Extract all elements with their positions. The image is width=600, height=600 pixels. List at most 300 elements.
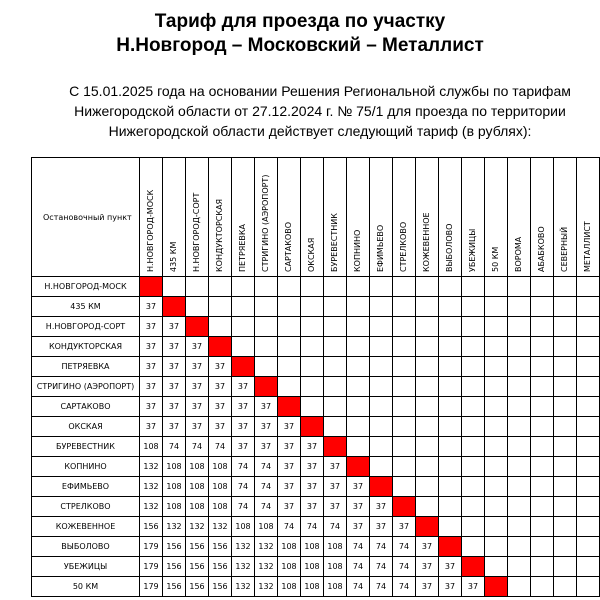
- fare-cell: 108: [163, 497, 186, 517]
- empty-cell: [416, 317, 439, 337]
- empty-cell: [485, 357, 508, 377]
- fare-cell: 37: [140, 297, 163, 317]
- column-header-label: САРТАКОВО: [284, 221, 293, 272]
- empty-cell: [416, 397, 439, 417]
- empty-cell: [554, 517, 577, 537]
- empty-cell: [462, 457, 485, 477]
- fare-cell: 156: [186, 557, 209, 577]
- empty-cell: [393, 477, 416, 497]
- fare-cell: 37: [163, 397, 186, 417]
- fare-cell: 37: [324, 457, 347, 477]
- empty-cell: [531, 417, 554, 437]
- column-header-label: КОПНИНО: [353, 229, 362, 272]
- empty-cell: [209, 277, 232, 297]
- fare-cell: 108: [140, 437, 163, 457]
- fare-cell: 108: [324, 577, 347, 597]
- fare-cell: 156: [209, 537, 232, 557]
- empty-cell: [278, 357, 301, 377]
- title-line-2: Н.Новгород – Московский – Металлист: [116, 35, 484, 56]
- empty-cell: [485, 457, 508, 477]
- empty-cell: [554, 577, 577, 597]
- intro-line-2: Нижегородской области от 27.12.2024 г. № 75/1 для проезда по территории: [74, 103, 566, 119]
- fare-cell: 37: [301, 457, 324, 477]
- empty-cell: [255, 297, 278, 317]
- empty-cell: [232, 317, 255, 337]
- column-header-label: БУРЕВЕСТНИК: [330, 213, 339, 272]
- empty-cell: [577, 297, 600, 317]
- empty-cell: [485, 297, 508, 317]
- fare-cell: 37: [140, 357, 163, 377]
- diagonal-cell: [186, 317, 209, 337]
- empty-cell: [232, 337, 255, 357]
- column-header: [554, 158, 577, 277]
- empty-cell: [255, 277, 278, 297]
- empty-cell: [439, 497, 462, 517]
- fare-cell: 37: [255, 397, 278, 417]
- empty-cell: [531, 537, 554, 557]
- empty-cell: [508, 337, 531, 357]
- fare-cell: 37: [416, 557, 439, 577]
- fare-cell: 108: [209, 497, 232, 517]
- empty-cell: [554, 457, 577, 477]
- row-station-label: СТРЕЛКОВО: [32, 497, 140, 517]
- empty-cell: [462, 317, 485, 337]
- empty-cell: [554, 537, 577, 557]
- fare-cell: 37: [209, 377, 232, 397]
- fare-cell: 108: [278, 577, 301, 597]
- fare-cell: 74: [393, 557, 416, 577]
- empty-cell: [485, 557, 508, 577]
- column-header: [324, 158, 347, 277]
- fare-cell: 37: [209, 397, 232, 417]
- empty-cell: [301, 277, 324, 297]
- empty-cell: [393, 317, 416, 337]
- fare-cell: 37: [186, 417, 209, 437]
- empty-cell: [324, 377, 347, 397]
- empty-cell: [531, 437, 554, 457]
- fare-cell: 132: [186, 517, 209, 537]
- empty-cell: [531, 377, 554, 397]
- tariff-body: [32, 277, 600, 597]
- fare-cell: 108: [186, 477, 209, 497]
- fare-cell: 108: [278, 557, 301, 577]
- column-header: [485, 158, 508, 277]
- empty-cell: [370, 437, 393, 457]
- empty-cell: [531, 277, 554, 297]
- empty-cell: [462, 397, 485, 417]
- fare-cell: 108: [324, 557, 347, 577]
- empty-cell: [324, 417, 347, 437]
- fare-cell: 108: [186, 457, 209, 477]
- empty-cell: [554, 497, 577, 517]
- fare-cell: 37: [140, 337, 163, 357]
- fare-cell: 37: [140, 417, 163, 437]
- fare-cell: 74: [393, 537, 416, 557]
- empty-cell: [439, 377, 462, 397]
- fare-cell: 74: [232, 477, 255, 497]
- intro-line-3: Нижегородской области действует следующий тариф (в рублях):: [108, 123, 532, 139]
- fare-cell: 74: [232, 457, 255, 477]
- empty-cell: [186, 297, 209, 317]
- fare-cell: 37: [347, 497, 370, 517]
- fare-cell: 37: [186, 377, 209, 397]
- empty-cell: [416, 457, 439, 477]
- empty-cell: [462, 537, 485, 557]
- empty-cell: [531, 497, 554, 517]
- empty-cell: [163, 277, 186, 297]
- empty-cell: [531, 557, 554, 577]
- empty-cell: [554, 477, 577, 497]
- empty-cell: [301, 337, 324, 357]
- fare-cell: 74: [347, 537, 370, 557]
- fare-cell: 132: [140, 477, 163, 497]
- fare-cell: 132: [140, 497, 163, 517]
- row-station-label: ОКСКАЯ: [32, 417, 140, 437]
- empty-cell: [439, 397, 462, 417]
- row-station-label: КОНДУКТОРСКАЯ: [32, 337, 140, 357]
- fare-cell: 37: [255, 437, 278, 457]
- empty-cell: [508, 477, 531, 497]
- empty-cell: [485, 417, 508, 437]
- fare-cell: 74: [347, 577, 370, 597]
- empty-cell: [577, 397, 600, 417]
- table-row: [32, 437, 600, 457]
- empty-cell: [508, 517, 531, 537]
- fare-cell: 37: [301, 477, 324, 497]
- fare-cell: 37: [163, 377, 186, 397]
- diagonal-cell: [462, 557, 485, 577]
- empty-cell: [554, 417, 577, 437]
- fare-cell: 37: [163, 417, 186, 437]
- empty-cell: [577, 417, 600, 437]
- empty-cell: [554, 277, 577, 297]
- fare-cell: 156: [186, 577, 209, 597]
- empty-cell: [508, 557, 531, 577]
- empty-cell: [347, 297, 370, 317]
- fare-cell: 37: [439, 577, 462, 597]
- column-header: [140, 158, 163, 277]
- fare-cell: 74: [209, 437, 232, 457]
- fare-cell: 37: [186, 337, 209, 357]
- empty-cell: [485, 277, 508, 297]
- empty-cell: [485, 537, 508, 557]
- empty-cell: [278, 317, 301, 337]
- empty-cell: [301, 357, 324, 377]
- column-header-label: Н.НОВГОРОД-МОСК: [146, 189, 155, 272]
- fare-cell: 37: [370, 517, 393, 537]
- diagonal-cell: [370, 477, 393, 497]
- fare-cell: 37: [209, 417, 232, 437]
- empty-cell: [347, 317, 370, 337]
- diagonal-cell: [209, 337, 232, 357]
- empty-cell: [439, 337, 462, 357]
- intro-paragraph: [40, 81, 600, 141]
- tariff-table: [31, 157, 600, 597]
- fare-cell: 108: [278, 537, 301, 557]
- empty-cell: [508, 437, 531, 457]
- fare-cell: 179: [140, 537, 163, 557]
- empty-cell: [554, 377, 577, 397]
- empty-cell: [485, 377, 508, 397]
- empty-cell: [485, 477, 508, 497]
- fare-cell: 74: [301, 517, 324, 537]
- empty-cell: [416, 277, 439, 297]
- column-header-label: СЕВЕРНЫЙ: [560, 226, 569, 272]
- empty-cell: [462, 297, 485, 317]
- empty-cell: [416, 297, 439, 317]
- table-row: [32, 537, 600, 557]
- fare-cell: 156: [163, 537, 186, 557]
- empty-cell: [485, 517, 508, 537]
- fare-cell: 74: [370, 537, 393, 557]
- column-header: [439, 158, 462, 277]
- empty-cell: [416, 357, 439, 377]
- empty-cell: [370, 397, 393, 417]
- empty-cell: [324, 317, 347, 337]
- row-station-label: ВЫБОЛОВО: [32, 537, 140, 557]
- fare-cell: 74: [255, 477, 278, 497]
- fare-cell: 74: [278, 517, 301, 537]
- column-header-label: УБЕЖИЦЫ: [468, 228, 477, 272]
- fare-cell: 37: [393, 517, 416, 537]
- empty-cell: [255, 337, 278, 357]
- fare-cell: 74: [186, 437, 209, 457]
- empty-cell: [347, 417, 370, 437]
- fare-cell: 74: [255, 457, 278, 477]
- empty-cell: [232, 297, 255, 317]
- empty-cell: [508, 497, 531, 517]
- row-station-label: ПЕТРЯЕВКА: [32, 357, 140, 377]
- fare-cell: 37: [324, 477, 347, 497]
- fare-cell: 179: [140, 577, 163, 597]
- fare-cell: 132: [255, 557, 278, 577]
- empty-cell: [439, 357, 462, 377]
- fare-cell: 37: [140, 397, 163, 417]
- fare-cell: 37: [232, 417, 255, 437]
- fare-cell: 37: [439, 557, 462, 577]
- empty-cell: [324, 357, 347, 377]
- row-station-label: БУРЕВЕСТНИК: [32, 437, 140, 457]
- empty-cell: [439, 277, 462, 297]
- fare-cell: 37: [347, 517, 370, 537]
- column-header: [301, 158, 324, 277]
- fare-cell: 37: [278, 477, 301, 497]
- fare-cell: 74: [163, 437, 186, 457]
- fare-cell: 37: [255, 417, 278, 437]
- empty-cell: [508, 277, 531, 297]
- empty-cell: [416, 477, 439, 497]
- diagonal-cell: [485, 577, 508, 597]
- column-header: [508, 158, 531, 277]
- fare-cell: 74: [324, 517, 347, 537]
- fare-cell: 108: [324, 537, 347, 557]
- fare-cell: 37: [324, 497, 347, 517]
- empty-cell: [508, 297, 531, 317]
- column-header: [577, 158, 600, 277]
- empty-cell: [301, 397, 324, 417]
- column-header-label: ЕФИМЬЕВО: [376, 224, 385, 272]
- column-header-label: 435 КМ: [169, 241, 178, 272]
- empty-cell: [577, 497, 600, 517]
- fare-cell: 37: [209, 357, 232, 377]
- empty-cell: [347, 397, 370, 417]
- diagonal-cell: [232, 357, 255, 377]
- fare-cell: 74: [347, 557, 370, 577]
- column-header-label: АБАБКОВО: [537, 226, 546, 272]
- empty-cell: [577, 357, 600, 377]
- fare-cell: 37: [278, 437, 301, 457]
- fare-cell: 37: [370, 497, 393, 517]
- fare-cell: 108: [301, 537, 324, 557]
- empty-cell: [508, 357, 531, 377]
- diagonal-cell: [301, 417, 324, 437]
- table-row: [32, 497, 600, 517]
- fare-cell: 156: [209, 577, 232, 597]
- fare-cell: 132: [232, 557, 255, 577]
- fare-cell: 37: [232, 377, 255, 397]
- empty-cell: [531, 337, 554, 357]
- fare-cell: 37: [301, 497, 324, 517]
- empty-cell: [577, 377, 600, 397]
- empty-cell: [324, 397, 347, 417]
- column-header-label: СТРИГИНО (АЭРОПОРТ): [261, 174, 270, 272]
- table-row: [32, 377, 600, 397]
- empty-cell: [508, 417, 531, 437]
- empty-cell: [508, 397, 531, 417]
- empty-cell: [416, 437, 439, 457]
- table-row: [32, 517, 600, 537]
- fare-cell: 156: [163, 577, 186, 597]
- fare-cell: 132: [140, 457, 163, 477]
- empty-cell: [485, 397, 508, 417]
- empty-cell: [485, 337, 508, 357]
- fare-cell: 37: [186, 397, 209, 417]
- column-header-label: КОЖЕВЕННОЕ: [422, 212, 431, 272]
- empty-cell: [577, 537, 600, 557]
- fare-cell: 37: [278, 457, 301, 477]
- column-header: [232, 158, 255, 277]
- empty-cell: [393, 357, 416, 377]
- table-row: [32, 417, 600, 437]
- fare-cell: 37: [416, 577, 439, 597]
- table-row: [32, 397, 600, 417]
- table-header-row: [32, 158, 600, 277]
- fare-cell: 108: [209, 477, 232, 497]
- empty-cell: [531, 477, 554, 497]
- empty-cell: [416, 377, 439, 397]
- empty-cell: [462, 277, 485, 297]
- empty-cell: [278, 277, 301, 297]
- diagonal-cell: [347, 457, 370, 477]
- diagonal-cell: [163, 297, 186, 317]
- fare-cell: 37: [186, 357, 209, 377]
- fare-cell: 108: [232, 517, 255, 537]
- fare-cell: 132: [232, 537, 255, 557]
- diagonal-cell: [324, 437, 347, 457]
- empty-cell: [347, 377, 370, 397]
- empty-cell: [370, 317, 393, 337]
- empty-cell: [393, 377, 416, 397]
- empty-cell: [324, 277, 347, 297]
- empty-cell: [393, 337, 416, 357]
- empty-cell: [508, 537, 531, 557]
- fare-cell: 156: [140, 517, 163, 537]
- fare-cell: 74: [370, 577, 393, 597]
- fare-cell: 74: [370, 557, 393, 577]
- fare-cell: 37: [163, 337, 186, 357]
- empty-cell: [531, 357, 554, 377]
- empty-cell: [278, 337, 301, 357]
- fare-cell: 37: [278, 417, 301, 437]
- empty-cell: [301, 297, 324, 317]
- fare-cell: 37: [232, 397, 255, 417]
- fare-cell: 108: [209, 457, 232, 477]
- document-title: [0, 10, 600, 58]
- empty-cell: [278, 297, 301, 317]
- empty-cell: [370, 377, 393, 397]
- empty-cell: [393, 457, 416, 477]
- empty-cell: [462, 377, 485, 397]
- empty-cell: [577, 437, 600, 457]
- empty-cell: [577, 277, 600, 297]
- table-row: [32, 337, 600, 357]
- fare-cell: 37: [301, 437, 324, 457]
- column-header: [347, 158, 370, 277]
- fare-cell: 74: [255, 497, 278, 517]
- empty-cell: [462, 417, 485, 437]
- empty-cell: [508, 317, 531, 337]
- empty-cell: [439, 477, 462, 497]
- empty-cell: [531, 397, 554, 417]
- fare-cell: 132: [255, 577, 278, 597]
- empty-cell: [324, 337, 347, 357]
- empty-cell: [577, 517, 600, 537]
- empty-cell: [255, 317, 278, 337]
- table-row: [32, 277, 600, 297]
- empty-cell: [393, 277, 416, 297]
- table-row: [32, 577, 600, 597]
- fare-cell: 132: [232, 577, 255, 597]
- column-header: [255, 158, 278, 277]
- empty-cell: [370, 417, 393, 437]
- empty-cell: [439, 517, 462, 537]
- fare-cell: 37: [140, 377, 163, 397]
- empty-cell: [508, 577, 531, 597]
- column-header-label: КОНДУКТОРСКАЯ: [215, 198, 224, 272]
- fare-cell: 37: [416, 537, 439, 557]
- empty-cell: [370, 337, 393, 357]
- diagonal-cell: [439, 537, 462, 557]
- empty-cell: [462, 437, 485, 457]
- empty-cell: [416, 497, 439, 517]
- column-header: [462, 158, 485, 277]
- empty-cell: [255, 357, 278, 377]
- table-row: [32, 477, 600, 497]
- empty-cell: [577, 577, 600, 597]
- fare-cell: 108: [301, 557, 324, 577]
- empty-cell: [577, 337, 600, 357]
- column-header: [370, 158, 393, 277]
- fare-cell: 108: [163, 457, 186, 477]
- column-header: [163, 158, 186, 277]
- empty-cell: [485, 497, 508, 517]
- fare-cell: 156: [209, 557, 232, 577]
- empty-cell: [554, 357, 577, 377]
- fare-cell: 108: [255, 517, 278, 537]
- column-header: [416, 158, 439, 277]
- diagonal-cell: [416, 517, 439, 537]
- column-header-label: Н.НОВГОРОД-СОРТ: [192, 192, 201, 272]
